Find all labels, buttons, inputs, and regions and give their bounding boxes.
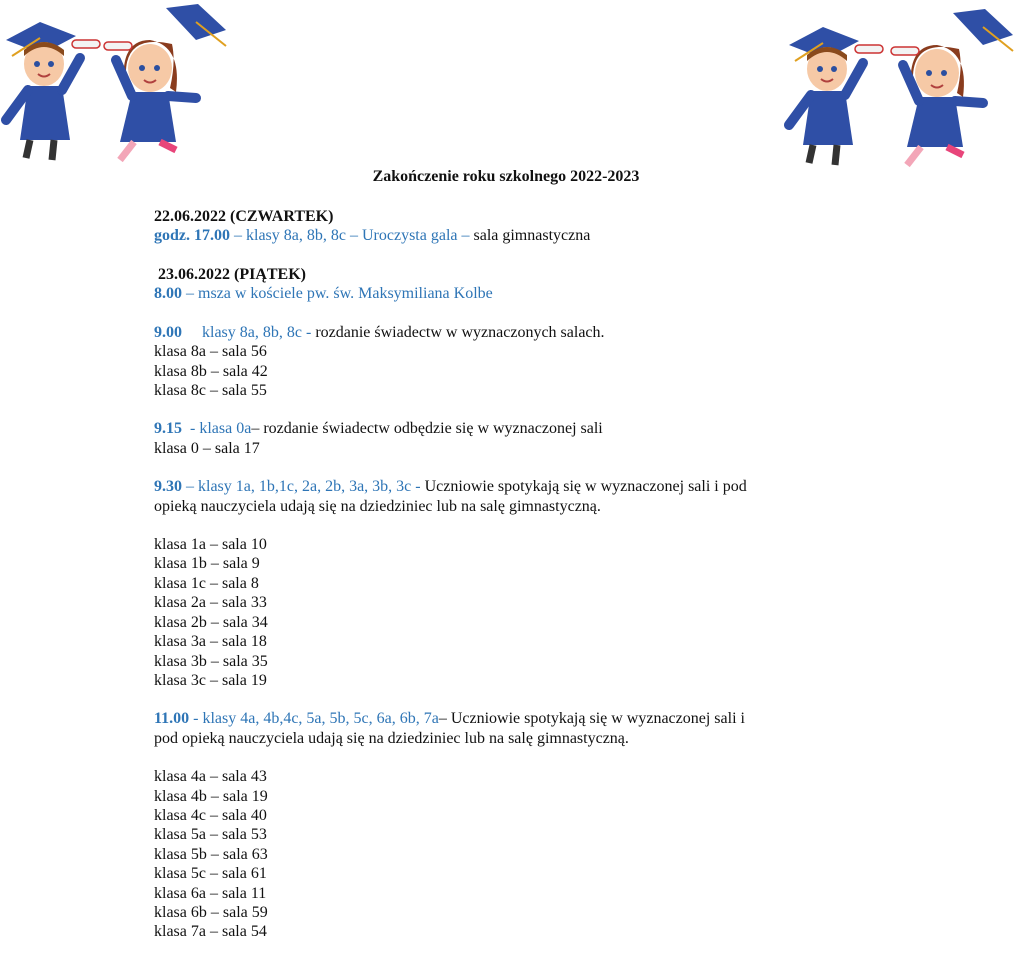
room-item: klasa 3a – sala 18 <box>154 633 267 651</box>
room-item: klasa 4b – sala 19 <box>154 787 268 805</box>
block2-line <box>154 419 874 438</box>
block2-time: 9.15 <box>154 420 182 438</box>
room-item: klasa 1c – sala 8 <box>154 574 259 592</box>
block4-time: 11.00 <box>154 710 190 728</box>
block1-line <box>154 323 874 342</box>
block3-desc-1: Uczniowie spotykają się w wyznaczonej sali i pod <box>424 478 747 496</box>
graduate-girl-figure <box>891 9 1013 165</box>
graduate-boy-figure <box>6 22 100 160</box>
block4-desc-2: pod opieką nauczyciela udają się na dziedziniec lub na salę gimnastyczną. <box>154 729 629 747</box>
graduates-clipart-left <box>0 0 235 170</box>
room-item: klasa 8c – sala 55 <box>154 382 267 400</box>
block3-desc-2: opieką nauczyciela udają się na dziedziniec lub na salę gimnastyczną. <box>154 497 601 515</box>
graduate-girl-figure <box>104 4 226 160</box>
graduates-clipart-right <box>783 5 1023 175</box>
block4-classes: - klasy 4a, 4b,4c, 5a, 5b, 5c, 6a, 6b, 7a <box>189 710 439 728</box>
room-item: klasa 1a – sala 10 <box>154 536 267 554</box>
room-item: klasa 8a – sala 56 <box>154 343 267 361</box>
day1-date: 22.06.2022 (CZWARTEK) <box>154 208 334 225</box>
block2-desc: – rozdanie świadectw odbędzie się w wyznaczonej sali <box>251 420 603 438</box>
room-item: klasa 5a – sala 53 <box>154 826 267 844</box>
room-item: klasa 5c – sala 61 <box>154 865 267 883</box>
block1-time: 9.00 <box>154 323 182 341</box>
room-item: klasa 3b – sala 35 <box>154 652 268 670</box>
mass-desc: – msza w kościele pw. św. Maksymiliana Kolbe <box>182 285 493 303</box>
block4-desc-1: – Uczniowie spotykają się w wyznaczonej sali i <box>438 710 745 728</box>
room-item: klasa 0 – sala 17 <box>154 439 260 457</box>
block2-classes: - klasa 0a <box>182 420 252 438</box>
graduate-boy-figure <box>789 27 883 165</box>
room-item: klasa 3c – sala 19 <box>154 671 267 689</box>
room-item: klasa 4a – sala 43 <box>154 768 267 786</box>
block1-classes: klasy 8a, 8b, 8c - <box>182 323 316 341</box>
room-item: klasa 6a – sala 11 <box>154 884 267 902</box>
day1-desc-blue: – klasy 8a, 8b, 8c – Uroczysta gala – <box>230 227 474 244</box>
block3-line <box>154 477 874 496</box>
room-item: klasa 2b – sala 34 <box>154 613 268 631</box>
room-item: klasa 6b – sala 59 <box>154 903 268 921</box>
page-title: Zakończenie roku szkolnego 2022-2023 <box>372 168 640 185</box>
block3-time: 9.30 <box>154 478 182 496</box>
room-item: klasa 7a – sala 54 <box>154 923 267 941</box>
day1-time: godz. 17.00 <box>154 227 230 244</box>
day1-gala-line <box>154 226 874 245</box>
mass-time: 8.00 <box>154 285 182 303</box>
block3-classes: – klasy 1a, 1b,1c, 2a, 2b, 3a, 3b, 3c - <box>182 478 425 496</box>
block4-line <box>154 709 874 728</box>
room-item: klasa 2a – sala 33 <box>154 594 267 612</box>
day2-date: 23.06.2022 (PIĄTEK) <box>154 266 306 284</box>
room-item: klasa 5b – sala 63 <box>154 845 268 863</box>
block1-desc: rozdanie świadectw w wyznaczonych salach. <box>315 323 605 341</box>
day1-desc-black: sala gimnastyczna <box>473 227 591 244</box>
room-item: klasa 1b – sala 9 <box>154 555 260 573</box>
schedule-content <box>154 207 874 942</box>
room-item: klasa 8b – sala 42 <box>154 362 268 380</box>
room-item: klasa 4c – sala 40 <box>154 806 267 824</box>
mass-line <box>154 284 874 303</box>
